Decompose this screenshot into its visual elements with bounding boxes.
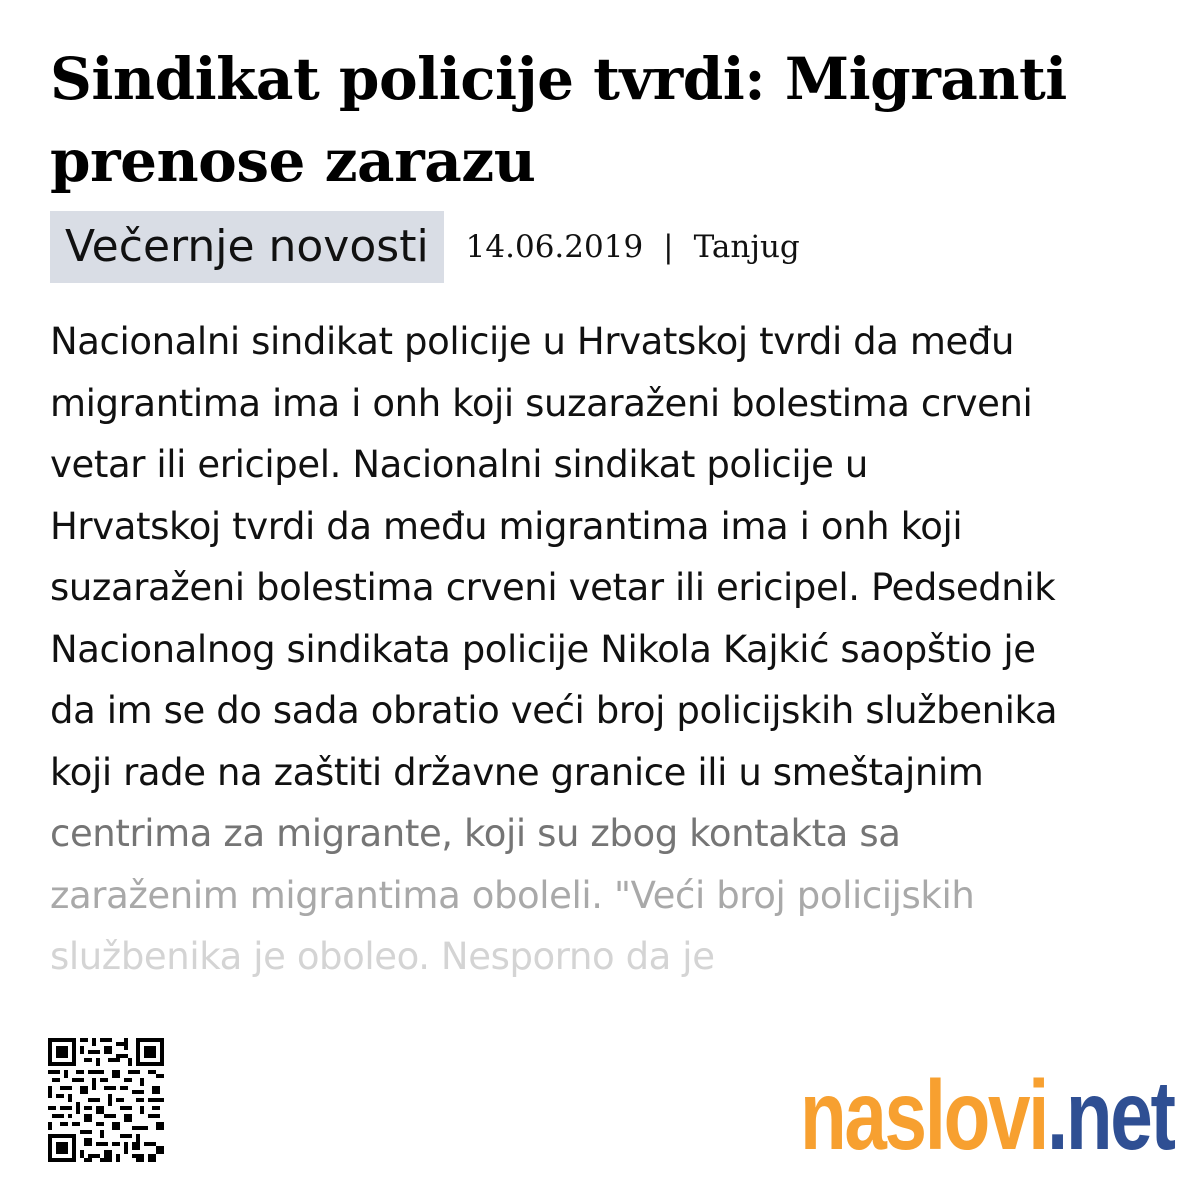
body-line: suzaraženi bolestima crveni vetar ili ericipel. Pedsednik [50, 566, 1056, 609]
body-line: migrantima ima i onh koji suzaraženi bolestima crveni [50, 381, 1033, 425]
publish-date: 14.06.2019 [465, 229, 644, 265]
body-line: da im se do sada obratio veći broj policijskih službenika [50, 689, 1058, 732]
body-line: službenika je oboleo. Nesporno da je [50, 935, 715, 978]
article-body [50, 311, 1150, 988]
body-line: koji rade na zaštiti državne granice ili u smeštajnim [50, 750, 984, 794]
logo-text-domain: .net [1047, 1060, 1174, 1170]
body-line: vetar ili ericipel. Nacionalni sindikat policije u [50, 443, 868, 486]
qr-code-icon[interactable] [48, 1038, 164, 1162]
source-badge[interactable]: Večernje novosti [50, 211, 444, 283]
body-line: Hrvatskoj tvrdi da među migrantima ima i onh koji [50, 504, 963, 548]
body-line: Nacionalni sindikat policije u Hrvatskoj tvrdi da među [50, 320, 1015, 363]
site-logo[interactable] [800, 1062, 1174, 1168]
article-title: Sindikat policije tvrdi: Migranti prenose zarazu [50, 45, 1067, 195]
news-agency: Tanjug [693, 229, 800, 265]
logo-text-primary: naslovi [800, 1060, 1048, 1170]
body-line: zaraženim migrantima oboleli. "Veći broj policijskih [50, 873, 975, 917]
body-line: Nacionalnog sindikata policije Nikola Kajkić saopštio je [50, 627, 1036, 671]
body-line: centrima za migrante, koji su zbog kontakta sa [50, 812, 901, 855]
meta-separator: | [663, 229, 674, 265]
article-meta [50, 211, 800, 283]
